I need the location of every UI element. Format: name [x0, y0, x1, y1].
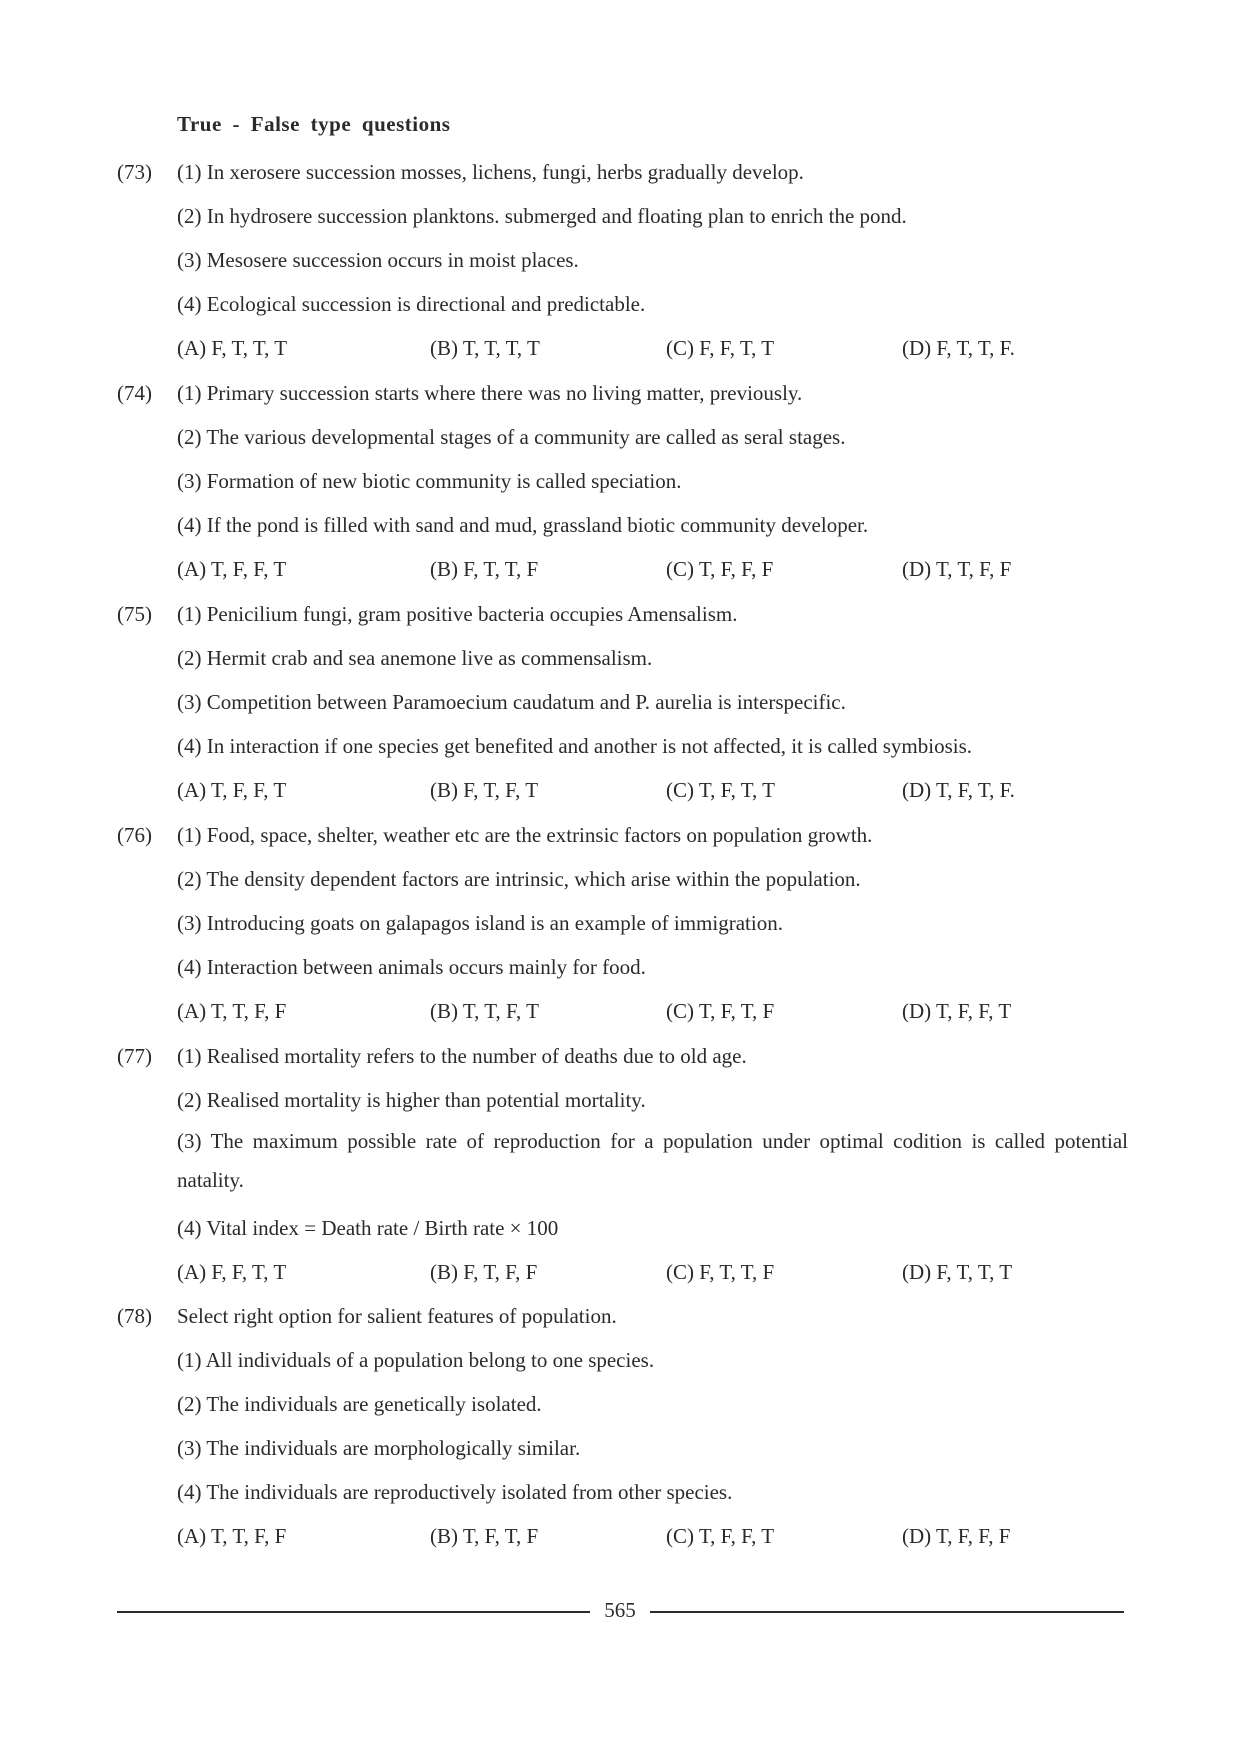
statement: (4) The individuals are reproductively isolated from other species. [177, 1480, 733, 1504]
option-c: (C) T, F, T, F [666, 999, 775, 1023]
statement: (3) The maximum possible rate of reproduction for a population under optimal codition is called potential natality. [177, 1129, 1128, 1192]
statement: (1) In xerosere succession mosses, lichens, fungi, herbs gradually develop. [177, 160, 804, 184]
statement: (1) Realised mortality refers to the number of deaths due to old age. [177, 1044, 747, 1068]
statement: (1) Penicilium fungi, gram positive bacteria occupies Amensalism. [177, 602, 738, 626]
statement: (2) The density dependent factors are intrinsic, which arise within the population. [177, 867, 861, 891]
statement: (4) Ecological succession is directional and predictable. [177, 292, 646, 316]
statement: (2) Realised mortality is higher than potential mortality. [177, 1088, 646, 1112]
statement: (3) Mesosere succession occurs in moist places. [177, 248, 579, 272]
option-d: (D) T, F, F, T [902, 999, 1012, 1023]
statement: (2) The various developmental stages of a community are called as seral stages. [177, 425, 846, 449]
option-b: (B) T, T, T, T [430, 336, 540, 360]
option-a: (A) T, F, F, T [177, 557, 287, 581]
option-c: (C) F, F, T, T [666, 336, 775, 360]
footer-rule-right [650, 1611, 1124, 1613]
statement: (1) Food, space, shelter, weather etc are the extrinsic factors on population growth. [177, 823, 873, 847]
question-number: (77) [117, 1044, 152, 1068]
option-c: (C) T, F, F, T [666, 1524, 775, 1548]
footer-rule-left [117, 1611, 590, 1613]
option-a: (A) F, T, T, T [177, 336, 288, 360]
option-d: (D) F, T, T, F. [902, 336, 1015, 360]
question-number: (75) [117, 602, 152, 626]
statement: (3) The individuals are morphologically similar. [177, 1436, 581, 1460]
option-c: (C) T, F, F, F [666, 557, 774, 581]
question-number: (74) [117, 381, 152, 405]
option-d: (D) T, F, T, F. [902, 778, 1015, 802]
option-a: (A) T, F, F, T [177, 778, 287, 802]
question-stem: Select right option for salient features of population. [177, 1304, 617, 1328]
option-b: (B) F, T, F, F [430, 1260, 538, 1284]
option-b: (B) T, T, F, T [430, 999, 539, 1023]
option-b: (B) F, T, F, T [430, 778, 539, 802]
option-c: (C) F, T, T, F [666, 1260, 775, 1284]
statement: (3) Competition between Paramoecium caudatum and P. aurelia is interspecific. [177, 690, 846, 714]
section-heading: True - False type questions [177, 112, 451, 136]
option-a: (A) F, F, T, T [177, 1260, 287, 1284]
statement: (1) Primary succession starts where there was no living matter, previously. [177, 381, 803, 405]
page-number: 565 [604, 1598, 636, 1622]
statement: (2) In hydrosere succession planktons. submerged and floating plan to enrich the pond. [177, 204, 907, 228]
statement: (2) Hermit crab and sea anemone live as commensalism. [177, 646, 653, 670]
option-b: (B) T, F, T, F [430, 1524, 539, 1548]
option-a: (A) T, T, F, F [177, 999, 287, 1023]
option-b: (B) F, T, T, F [430, 557, 539, 581]
statement: (1) All individuals of a population belong to one species. [177, 1348, 655, 1372]
statement: (2) The individuals are genetically isolated. [177, 1392, 542, 1416]
statement: (4) If the pond is filled with sand and mud, grassland biotic community developer. [177, 513, 869, 537]
statement: (3) Introducing goats on galapagos island is an example of immigration. [177, 911, 783, 935]
statement: (4) Interaction between animals occurs mainly for food. [177, 955, 646, 979]
question-number: (76) [117, 823, 152, 847]
statement: (3) Formation of new biotic community is called speciation. [177, 469, 682, 493]
question-number: (78) [117, 1304, 152, 1328]
statement: (4) In interaction if one species get benefited and another is not affected, it is called symbiosis. [177, 734, 973, 758]
option-d: (D) T, F, F, F [902, 1524, 1011, 1548]
option-d: (D) T, T, F, F [902, 557, 1012, 581]
statement: (4) Vital index = Death rate / Birth rate × 100 [177, 1216, 559, 1240]
option-a: (A) T, T, F, F [177, 1524, 287, 1548]
question-number: (73) [117, 160, 152, 184]
option-c: (C) T, F, T, T [666, 778, 775, 802]
option-d: (D) F, T, T, T [902, 1260, 1013, 1284]
